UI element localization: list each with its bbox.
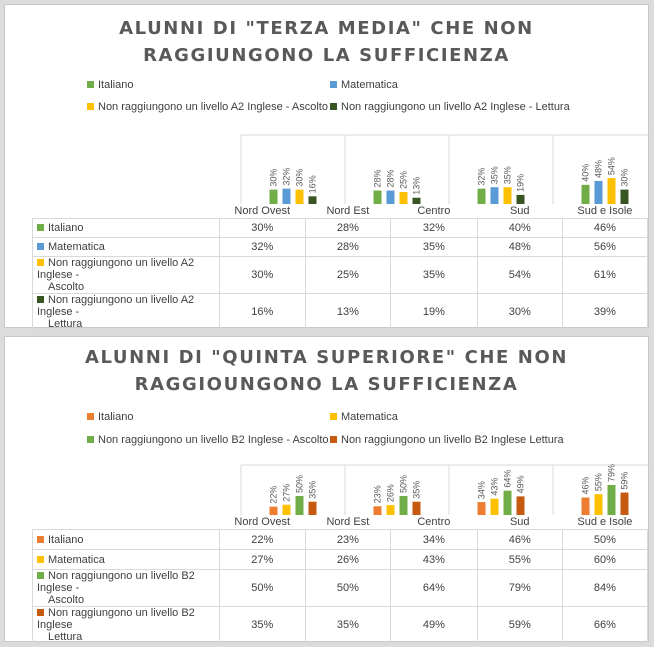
table-cell: 40% (477, 219, 562, 238)
table-cell: 50% (219, 570, 305, 607)
bar (309, 196, 317, 204)
table-cell: 27% (219, 550, 305, 570)
table-cell: 55% (477, 550, 562, 570)
bar (608, 178, 616, 204)
legend-swatch (37, 572, 44, 579)
table-cell: 16% (219, 294, 305, 331)
table-cell: 49% (390, 607, 477, 644)
data-label: 43% (489, 477, 500, 496)
table-cell: 23% (305, 530, 390, 550)
category-label: Nord Est (326, 205, 370, 217)
data-label: 35% (307, 480, 318, 499)
table-cell: 35% (219, 607, 305, 644)
bar (387, 505, 395, 515)
table-row (33, 219, 648, 238)
row-label: Italiano (33, 530, 220, 550)
chart-title-line-1: ALUNNI DI "QUINTA SUPERIORE" CHE NON (84, 347, 569, 368)
table-cell: 50% (305, 570, 390, 607)
row-label: Non raggiungono un livello A2 Inglese - Ascolto (33, 257, 220, 294)
bar (582, 498, 590, 515)
legend-swatch (37, 536, 44, 543)
table-cell: 66% (562, 607, 647, 644)
legend-swatch (37, 243, 44, 250)
table-cell: 32% (390, 219, 477, 238)
data-label: 35% (502, 166, 513, 185)
data-label: 22% (268, 485, 279, 504)
legend-label: Matematica (341, 79, 398, 91)
legend-label: Italiano (98, 79, 134, 91)
table-row (33, 530, 648, 550)
chart-title-line-2: RAGGIOUNGONO LA SUFFICIENZA (134, 374, 519, 395)
data-label: 27% (281, 483, 292, 502)
table-row (33, 570, 648, 607)
table-cell: 25% (305, 257, 390, 294)
data-label: 34% (476, 481, 487, 500)
data-label: 26% (385, 484, 396, 503)
table-cell: 43% (390, 550, 477, 570)
data-label: 49% (515, 475, 526, 494)
table-cell: 60% (562, 550, 647, 570)
table-cell: 56% (562, 238, 647, 257)
table-header-row (33, 204, 648, 219)
bar (608, 485, 616, 515)
bar (517, 496, 525, 515)
legend-swatch (37, 296, 44, 303)
bar (400, 496, 408, 515)
table-cell: 32% (219, 238, 305, 257)
legend-label: Matematica (341, 411, 398, 423)
table-cell: 61% (562, 257, 647, 294)
bar (504, 491, 512, 515)
category-label: Sud e Isole (577, 516, 633, 528)
data-label: 46% (580, 476, 591, 495)
category-label: Centro (417, 516, 451, 528)
table-cell: 35% (305, 607, 390, 644)
category-label: Centro (417, 205, 451, 217)
data-label: 28% (372, 169, 383, 188)
legend-label: Non raggiungono un livello A2 Inglese - Lettura (341, 101, 570, 113)
bar (621, 493, 629, 515)
data-label: 35% (489, 166, 500, 185)
table-cell: 28% (305, 238, 390, 257)
table-row (33, 238, 648, 257)
category-label: Nord Ovest (234, 516, 291, 528)
chart-title-line-1: ALUNNI DI "TERZA MEDIA" CHE NON (119, 18, 534, 39)
table-row (33, 607, 648, 644)
data-label: 16% (307, 175, 318, 194)
data-label: 25% (398, 170, 409, 189)
table-cell: 64% (390, 570, 477, 607)
data-label: 30% (268, 168, 279, 187)
bar (387, 191, 395, 204)
table-cell: 39% (562, 294, 647, 331)
data-label: 30% (294, 168, 305, 187)
bar (296, 496, 304, 515)
table-cell: 35% (390, 238, 477, 257)
row-label: Non raggiungono un livello B2 Inglese Lettura (33, 607, 220, 644)
chart-panel-terza-media (4, 4, 649, 328)
legend-label: Non raggiungono un livello A2 Inglese - Ascolto (98, 101, 328, 113)
data-label: 30% (619, 168, 630, 187)
category-label: Sud e Isole (577, 205, 633, 217)
bar (283, 505, 291, 515)
legend-swatch (37, 224, 44, 231)
row-label: Italiano (33, 219, 220, 238)
data-label: 50% (294, 474, 305, 493)
table-cell: 46% (562, 219, 647, 238)
bar (582, 185, 590, 204)
bar (374, 506, 382, 515)
data-label: 35% (411, 480, 422, 499)
table-cell: 34% (390, 530, 477, 550)
table-header-row (33, 515, 648, 530)
table-cell: 48% (477, 238, 562, 257)
bar (374, 191, 382, 204)
bar (478, 502, 486, 515)
bar (413, 502, 421, 515)
table-cell: 79% (477, 570, 562, 607)
table-row (33, 257, 648, 294)
data-table (32, 515, 648, 644)
table-cell: 22% (219, 530, 305, 550)
data-label: 13% (411, 176, 422, 195)
table-cell: 84% (562, 570, 647, 607)
table-row (33, 294, 648, 331)
data-label: 48% (593, 159, 604, 178)
legend-label: Non raggiungono un livello B2 Inglese - Ascolto (98, 434, 329, 446)
bar (595, 181, 603, 204)
chart-plot-area (5, 5, 650, 220)
data-label: 50% (398, 474, 409, 493)
chart-title-line-2: RAGGIUNGONO LA SUFFICIENZA (143, 45, 510, 66)
legend-swatch (37, 259, 44, 266)
row-label: Non raggiungono un livello A2 Inglese - Lettura (33, 294, 220, 331)
legend-label: Italiano (98, 411, 134, 423)
table-cell: 30% (219, 219, 305, 238)
table-cell: 19% (390, 294, 477, 331)
table-cell: 26% (305, 550, 390, 570)
table-cell: 50% (562, 530, 647, 550)
bar (270, 190, 278, 204)
data-label: 64% (502, 469, 513, 488)
bar (595, 494, 603, 515)
bar (517, 195, 525, 204)
bar (270, 507, 278, 515)
data-label: 40% (580, 163, 591, 182)
data-label: 19% (515, 173, 526, 192)
bar (491, 187, 499, 204)
data-label: 55% (593, 473, 604, 492)
table-row (33, 550, 648, 570)
row-label: Matematica (33, 550, 220, 570)
bar (491, 499, 499, 515)
table-cell: 46% (477, 530, 562, 550)
legend-swatch (37, 609, 44, 616)
data-label: 32% (476, 167, 487, 186)
legend-label: Non raggiungono un livello B2 Inglese Lettura (341, 434, 564, 446)
chart-panel-quinta-superiore (4, 336, 649, 642)
table-cell: 13% (305, 294, 390, 331)
category-label: Sud (509, 516, 530, 528)
bar (478, 189, 486, 204)
bar (283, 189, 291, 204)
data-label: 54% (606, 157, 617, 176)
category-label: Nord Ovest (234, 205, 291, 217)
data-label: 79% (606, 463, 617, 482)
table-cell: 59% (477, 607, 562, 644)
table-cell: 30% (477, 294, 562, 331)
row-label: Non raggiungono un livello B2 Inglese - Ascolto (33, 570, 220, 607)
bar (400, 192, 408, 204)
data-label: 32% (281, 167, 292, 186)
legend-swatch (37, 556, 44, 563)
row-label: Matematica (33, 238, 220, 257)
data-table (32, 204, 648, 331)
chart-plot-area (5, 337, 650, 537)
table-cell: 54% (477, 257, 562, 294)
table-cell: 30% (219, 257, 305, 294)
bar (309, 502, 317, 515)
data-label: 28% (385, 169, 396, 188)
bar (296, 190, 304, 204)
category-label: Sud (509, 205, 530, 217)
data-label: 59% (619, 471, 630, 490)
category-label: Nord Est (326, 516, 370, 528)
data-label: 23% (372, 485, 383, 504)
bar (504, 187, 512, 204)
table-cell: 28% (305, 219, 390, 238)
table-cell: 35% (390, 257, 477, 294)
bar (621, 190, 629, 204)
